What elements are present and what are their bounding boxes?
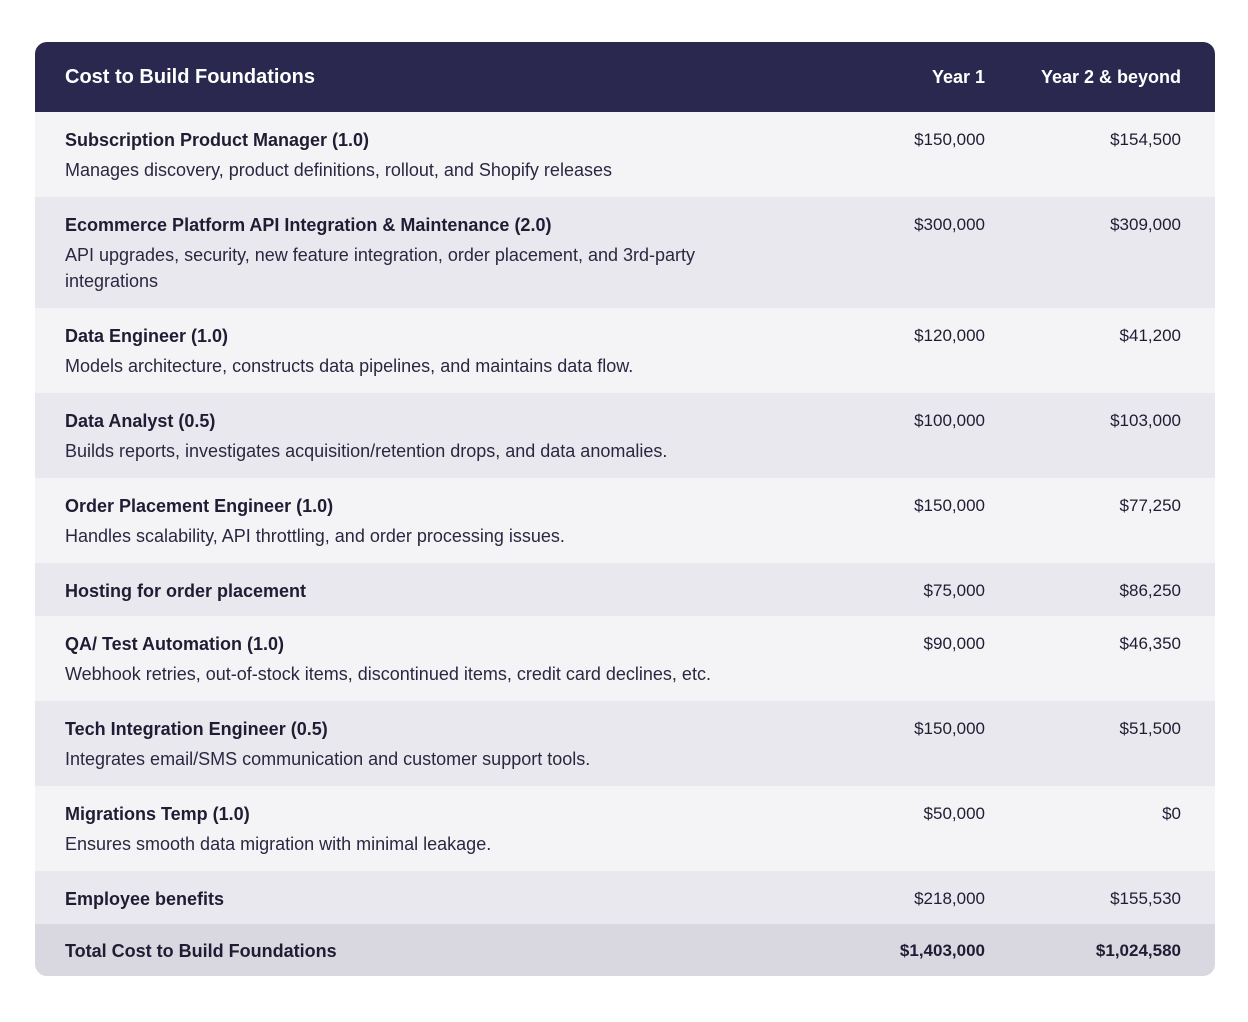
table-row	[35, 616, 1215, 701]
year1-amount: $150,000	[914, 719, 985, 738]
row-title: Migrations Temp (1.0)	[65, 804, 250, 824]
total-year2-amount: $1,024,580	[1095, 941, 1181, 960]
year2-amount: $103,000	[1110, 411, 1181, 430]
table-row	[35, 786, 1215, 871]
row-title: Data Engineer (1.0)	[65, 326, 229, 346]
table-header	[35, 42, 1215, 112]
column-header-year2: Year 2 & beyond	[1040, 66, 1181, 87]
total-year1-amount: $1,403,000	[899, 941, 985, 960]
year1-amount: $50,000	[923, 804, 985, 823]
year2-amount: $309,000	[1110, 215, 1181, 234]
year1-amount: $218,000	[914, 889, 985, 908]
table-row	[35, 308, 1215, 393]
row-title: Order Placement Engineer (1.0)	[65, 496, 334, 516]
year1-amount: $300,000	[914, 215, 985, 234]
year2-amount: $77,250	[1119, 496, 1181, 515]
row-description: Models architecture, constructs data pipelines, and maintains data flow.	[65, 356, 634, 376]
year2-amount: $41,200	[1119, 326, 1181, 345]
row-description: Builds reports, investigates acquisition/retention drops, and data anomalies.	[65, 441, 668, 461]
year1-amount: $120,000	[914, 326, 985, 345]
year1-amount: $75,000	[923, 581, 985, 600]
row-description: Manages discovery, product definitions, rollout, and Shopify releases	[65, 160, 612, 180]
table-row	[35, 112, 1215, 197]
year2-amount: $155,530	[1110, 889, 1181, 908]
year1-amount: $90,000	[923, 634, 985, 653]
table-row	[35, 393, 1215, 478]
row-title: Data Analyst (0.5)	[65, 411, 216, 431]
column-header-year1: Year 1	[931, 66, 985, 87]
year2-amount: $0	[1162, 804, 1181, 823]
table-row	[35, 197, 1215, 308]
table-title: Cost to Build Foundations	[65, 65, 315, 88]
table-row	[35, 701, 1215, 786]
row-title: Hosting for order placement	[65, 581, 307, 601]
row-title: QA/ Test Automation (1.0)	[65, 634, 285, 654]
row-description: API upgrades, security, new feature integration, order placement, and 3rd-party integrations	[65, 245, 696, 291]
table-row	[35, 478, 1215, 563]
row-description: Handles scalability, API throttling, and order processing issues.	[65, 526, 565, 546]
total-row	[35, 924, 1215, 976]
year2-amount: $46,350	[1119, 634, 1181, 653]
year1-amount: $150,000	[914, 130, 985, 149]
table-row	[35, 871, 1215, 924]
row-title: Tech Integration Engineer (0.5)	[65, 719, 328, 739]
row-title: Subscription Product Manager (1.0)	[65, 130, 370, 150]
row-title: Employee benefits	[65, 889, 225, 909]
row-description: Ensures smooth data migration with minimal leakage.	[65, 834, 492, 854]
year1-amount: $150,000	[914, 496, 985, 515]
cost-table	[35, 42, 1215, 976]
year1-amount: $100,000	[914, 411, 985, 430]
table-row	[35, 563, 1215, 616]
row-description: Webhook retries, out-of-stock items, discontinued items, credit card declines, etc.	[65, 664, 711, 684]
year2-amount: $154,500	[1110, 130, 1181, 149]
year2-amount: $86,250	[1119, 581, 1181, 600]
year2-amount: $51,500	[1119, 719, 1181, 738]
row-description: Integrates email/SMS communication and customer support tools.	[65, 749, 591, 769]
total-title: Total Cost to Build Foundations	[65, 941, 337, 961]
row-title: Ecommerce Platform API Integration & Maintenance (2.0)	[65, 215, 552, 235]
